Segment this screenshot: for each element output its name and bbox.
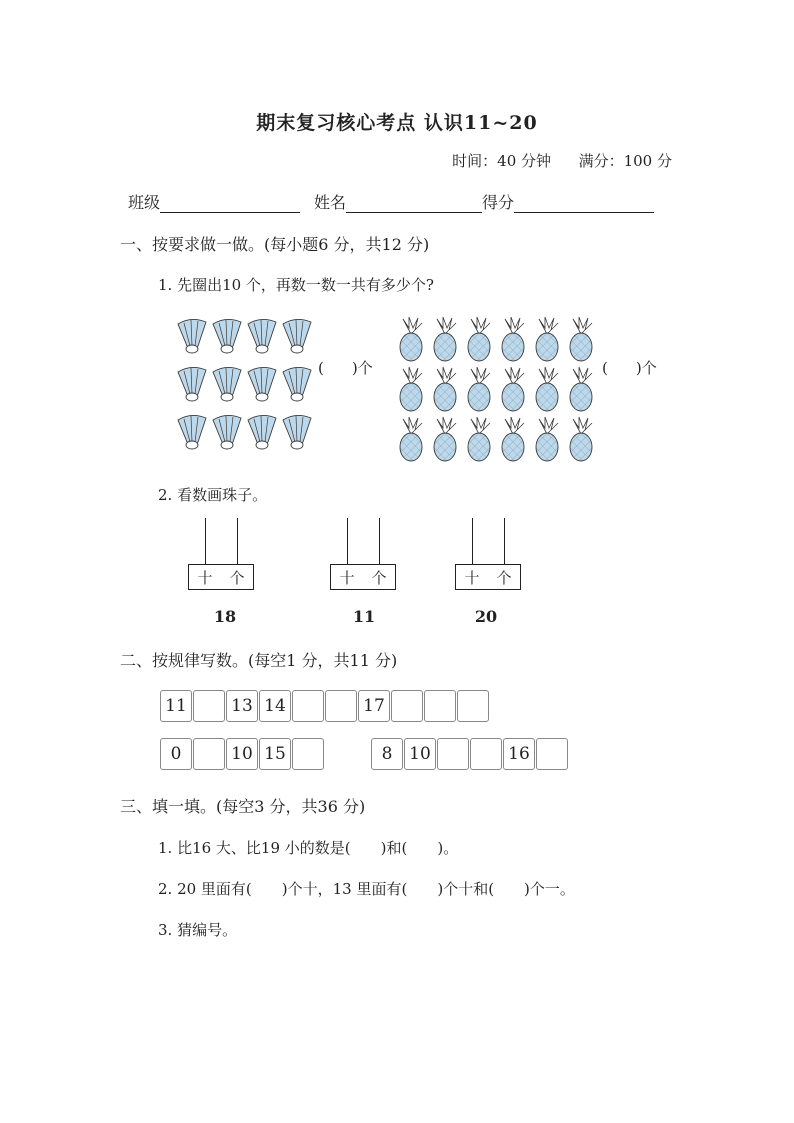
abacus-base: 十 个 — [330, 564, 396, 590]
sequence-cell[interactable] — [457, 690, 489, 722]
abacus-number-1: 18 — [213, 607, 237, 626]
abacus-base: 十 个 — [188, 564, 254, 590]
name-field[interactable] — [346, 194, 482, 213]
grade-label: 得分 — [482, 193, 515, 212]
shuttlecock-icon — [213, 319, 241, 353]
time-score-line — [452, 150, 672, 171]
pineapple-grid — [392, 314, 602, 466]
abacus-rod-tens — [472, 518, 473, 564]
sequence-cell[interactable] — [470, 738, 502, 770]
section3-heading: 三、填一填。(每空3 分，共36 分) — [120, 797, 366, 816]
shuttlecock-icon — [248, 415, 276, 449]
sequence-cell[interactable] — [325, 690, 357, 722]
abacus-rod-ones — [504, 518, 505, 564]
student-info — [128, 190, 654, 213]
score-label: 满分：100 分 — [578, 152, 672, 170]
pineapple-answer[interactable]: ( )个 — [602, 359, 657, 377]
shuttlecock-icon — [213, 415, 241, 449]
abacus-rod-ones — [379, 518, 380, 564]
abacus-1[interactable] — [188, 518, 254, 592]
section3-q3: 3. 猜编号。 — [158, 921, 238, 939]
abacus-rod-tens — [205, 518, 206, 564]
page-title: 期末复习核心考点 认识11~20 — [256, 112, 538, 134]
section3-q1[interactable]: 1. 比16 大、比19 小的数是( )和( )。 — [158, 839, 459, 857]
section3-q2[interactable]: 2. 20 里面有( )个十，13 里面有( )个十和( )个一。 — [158, 880, 575, 898]
shuttlecock-answer[interactable]: ( )个 — [318, 359, 373, 377]
name-label: 姓名 — [314, 193, 347, 212]
sequence-cell[interactable] — [193, 690, 225, 722]
abacus-base: 十 个 — [455, 564, 521, 590]
sequence-cell[interactable]: 14 — [259, 690, 291, 722]
shuttlecock-icon — [178, 319, 206, 353]
sequence-cell[interactable] — [391, 690, 423, 722]
shuttlecock-icon — [178, 367, 206, 401]
sequence-cell[interactable] — [437, 738, 469, 770]
sequence-cell[interactable]: 0 — [160, 738, 192, 770]
shuttlecock-icon — [248, 367, 276, 401]
section1-q2: 2. 看数画珠子。 — [158, 486, 268, 504]
shuttlecock-icon — [283, 319, 311, 353]
sequence-cell[interactable]: 10 — [404, 738, 436, 770]
abacus-number-3: 20 — [474, 607, 498, 626]
sequence-cell[interactable] — [536, 738, 568, 770]
section2-heading: 二、按规律写数。(每空1 分，共11 分) — [120, 651, 398, 670]
grade-field[interactable] — [514, 194, 654, 213]
sequence-cell[interactable]: 16 — [503, 738, 535, 770]
shuttlecock-grid — [174, 314, 320, 456]
time-label: 时间：40 分钟 — [452, 152, 552, 170]
sequence-cell[interactable]: 10 — [226, 738, 258, 770]
sequence-cell[interactable] — [292, 738, 324, 770]
sequence-cell[interactable] — [193, 738, 225, 770]
abacus-rod-ones — [237, 518, 238, 564]
abacus-2[interactable] — [330, 518, 396, 592]
sequence-cell[interactable]: 8 — [371, 738, 403, 770]
section1-heading: 一、按要求做一做。(每小题6 分，共12 分) — [120, 235, 430, 254]
sequence-cell[interactable]: 13 — [226, 690, 258, 722]
shuttlecock-icon — [283, 415, 311, 449]
shuttlecock-icon — [283, 367, 311, 401]
class-label: 班级 — [128, 193, 161, 212]
shuttlecock-icon — [178, 415, 206, 449]
sequence-cell[interactable] — [292, 690, 324, 722]
abacus-number-2: 11 — [352, 607, 376, 626]
shuttlecock-icon — [248, 319, 276, 353]
sequence-cell[interactable]: 11 — [160, 690, 192, 722]
abacus-3[interactable] — [455, 518, 521, 592]
abacus-rod-tens — [347, 518, 348, 564]
sequence-cell[interactable]: 15 — [259, 738, 291, 770]
sequence-cell[interactable] — [424, 690, 456, 722]
sequence-cell[interactable]: 17 — [358, 690, 390, 722]
class-field[interactable] — [160, 194, 300, 213]
shuttlecock-icon — [213, 367, 241, 401]
section1-q1: 1. 先圈出10 个，再数一数一共有多少个? — [158, 276, 434, 294]
